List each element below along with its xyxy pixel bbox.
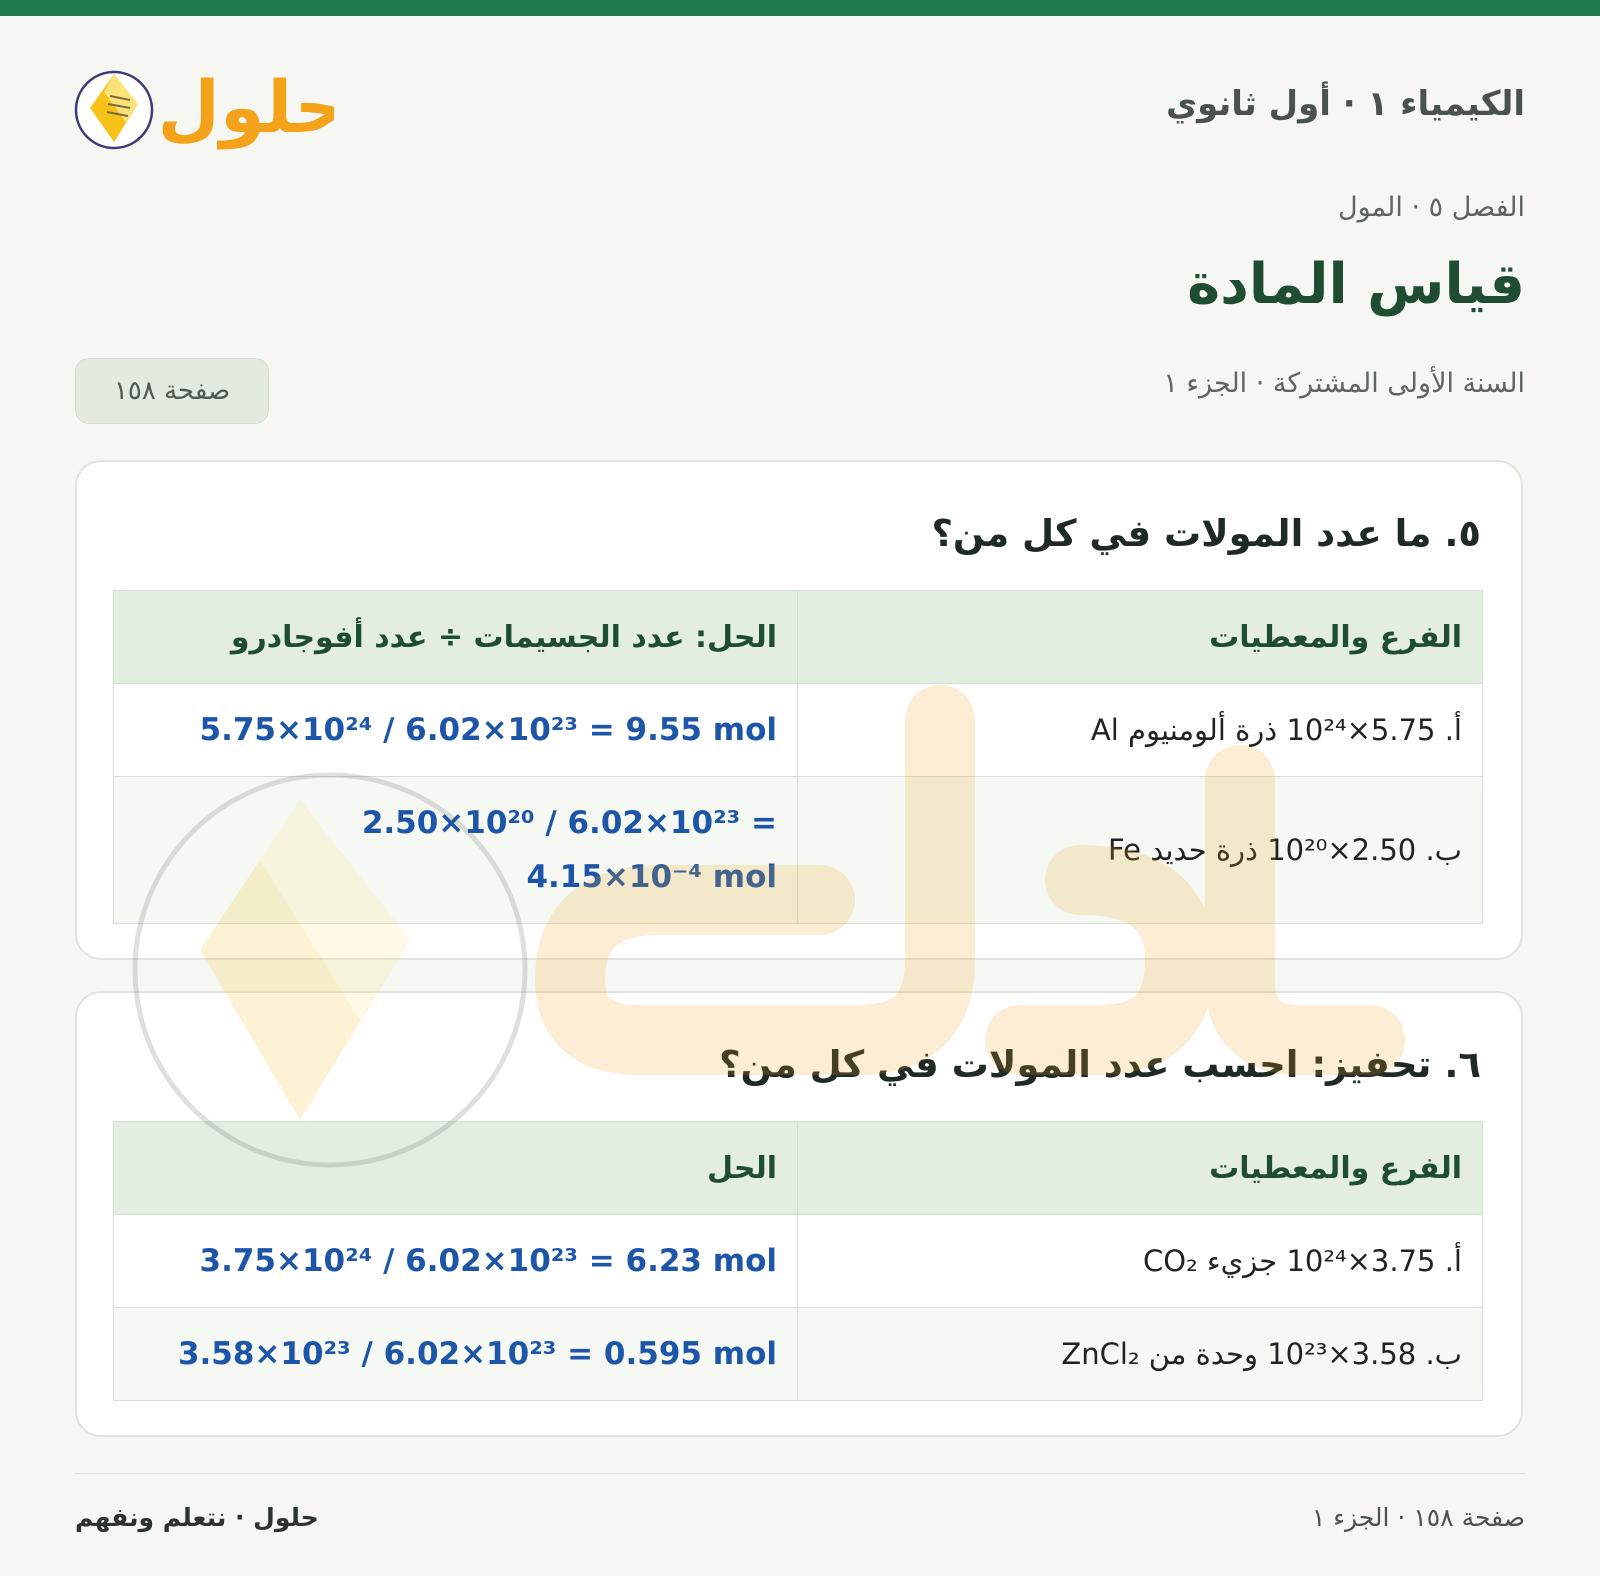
chapter-label: الفصل ٥ · المول bbox=[1337, 192, 1525, 223]
solution-table bbox=[113, 1121, 1483, 1401]
column-header-given: الفرع والمعطيات bbox=[798, 1122, 1483, 1215]
answer-text: 3.75×10²⁴ / 6.02×10²³ = 6.23 mol bbox=[199, 1243, 777, 1279]
answer-text: 3.58×10²³ / 6.02×10²³ = 0.595 mol bbox=[177, 1336, 777, 1372]
footer-divider bbox=[75, 1473, 1525, 1474]
given-cell: أ. 3.75×10²⁴ جزيء CO₂ bbox=[798, 1215, 1483, 1308]
answer-cell bbox=[114, 684, 798, 777]
table-row bbox=[114, 1308, 1483, 1401]
answer-text: 2.50×10²⁰ / 6.02×10²³ = 4.15×10⁻⁴ mol bbox=[361, 805, 777, 895]
page-badge: صفحة ١٥٨ bbox=[75, 358, 269, 424]
column-header-given: الفرع والمعطيات bbox=[798, 591, 1483, 684]
footer-page-info: صفحة ١٥٨ · الجزء ١ bbox=[1311, 1503, 1525, 1532]
lesson-title: قياس المادة bbox=[1187, 252, 1525, 317]
answer-cell bbox=[114, 1215, 798, 1308]
column-header-solution: الحل: عدد الجسيمات ÷ عدد أفوجادرو bbox=[114, 591, 798, 684]
book-meta: السنة الأولى المشتركة · الجزء ١ bbox=[1163, 368, 1525, 399]
footer-tagline: حلول · نتعلم ونفهم bbox=[75, 1503, 319, 1532]
table-header-row bbox=[114, 1122, 1483, 1215]
logo-wordmark: حلول bbox=[157, 65, 334, 149]
question-card-6 bbox=[75, 991, 1523, 1437]
column-header-solution: الحل bbox=[114, 1122, 798, 1215]
given-cell: أ. 5.75×10²⁴ ذرة ألومنيوم Al bbox=[798, 684, 1483, 777]
question-title: ٦. تحفيز: احسب عدد المولات في كل من؟ bbox=[719, 1043, 1481, 1086]
answer-cell bbox=[114, 777, 798, 924]
answer-text: 5.75×10²⁴ / 6.02×10²³ = 9.55 mol bbox=[199, 712, 777, 748]
table-row bbox=[114, 777, 1483, 924]
table-row bbox=[114, 684, 1483, 777]
given-cell: ب. 2.50×10²⁰ ذرة حديد Fe bbox=[798, 777, 1483, 924]
question-card-5 bbox=[75, 460, 1523, 960]
logo-icon bbox=[74, 52, 334, 162]
table-header-row bbox=[114, 591, 1483, 684]
course-title: الكيمياء ١ · أول ثانوي bbox=[1166, 84, 1525, 124]
table-row bbox=[114, 1215, 1483, 1308]
question-title: ٥. ما عدد المولات في كل من؟ bbox=[931, 512, 1481, 555]
answer-cell bbox=[114, 1308, 798, 1401]
hulul-logo[interactable] bbox=[74, 52, 334, 162]
top-accent-bar bbox=[0, 0, 1600, 16]
solution-table bbox=[113, 590, 1483, 924]
given-cell: ب. 3.58×10²³ وحدة من ZnCl₂ bbox=[798, 1308, 1483, 1401]
